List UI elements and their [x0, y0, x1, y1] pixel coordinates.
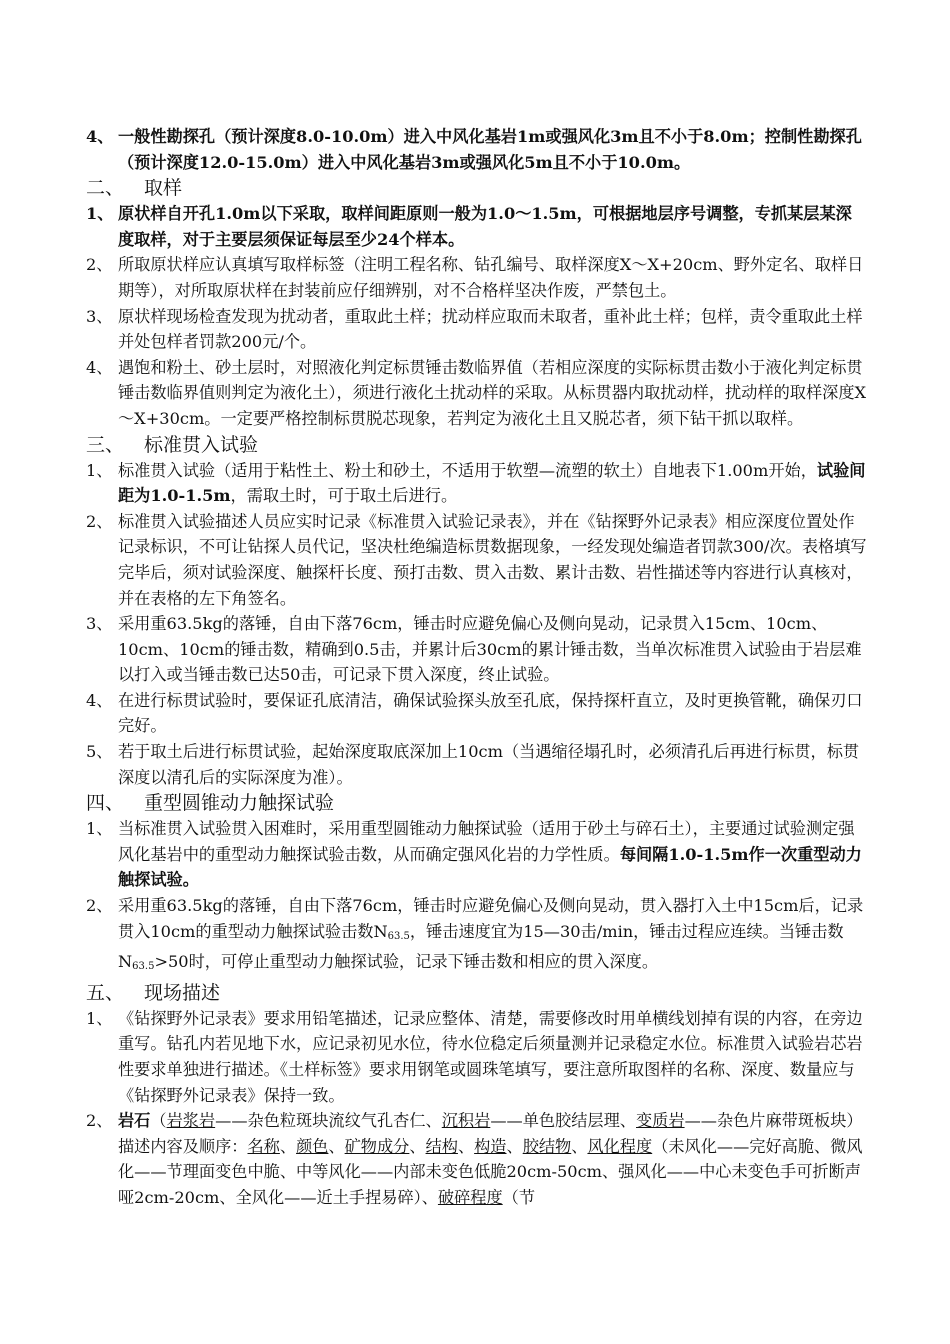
heading-dpt: 四、 重型圆锥动力触探试验: [86, 792, 335, 815]
spt-item-5: 5、 若于取土后进行标贯试验，起始深度取底深加上10cm（当遇缩径塌孔时，必须清孔后再进行标贯，标贯深度以清孔后的实际深度为准）。: [86, 742, 860, 787]
dpt-item-1: 1、 当标准贯入试验贯入困难时，采用重型圆锥动力触探试验（适用于砂土与碎石土），主要通过试验测定强风化基岩中的重型动力触探试验击数，从而确定强风化岩的力学性质。每间隔1.0-1.5m作一次重型动力触探试验。: [86, 819, 862, 890]
spt-item-4: 4、 在进行标贯试验时，要保证孔底清洁，确保试验探头放至孔底，保持探杆直立，及时更换管靴，确保刃口完好。: [86, 690, 863, 736]
heading-field-description: 五、 现场描述: [86, 981, 221, 1004]
para-4-drill-depth: 4、 一般性勘探孔（预计深度8.0-10.0m）进入中风化基岩1m或强风化3m且不小于8.0m；控制性勘探孔（预计深度12.0-15.0m）进入中风化基岩3m或强风化5m且不小于10.0m。: [86, 127, 862, 172]
desc-item-2: 2、 岩石（岩浆岩——杂色粒斑块流纹气孔杏仁、沉积岩——单色胶结层理、变质岩——杂色片麻带斑板块）描述内容及顺序：名称、颜色、矿物成分、结构、构造、胶结物、风化程度（未风化——完好高脆、微风化——节理面变色中脆、中等风化——内部未变色低脆20cm-50cm、强风化——中心未变色手可折断声哑2cm-20cm、全风化——近土手捏易碎）、破碎程度（节: [86, 1111, 863, 1207]
sampling-item-1: 1、 原状样自开孔1.0m以下采取，取样间距原则一般为1.0～1.5m，可根据地层序号调整，专抓某层某深度取样，对于主要层须保证每层至少24个样本。: [86, 204, 852, 249]
sampling-item-3: 3、 原状样现场检查发现为扰动者，重取此土样；扰动样应取而未取者，重补此土样；包样，责令重取此土样并处包样者罚款200元/个。: [86, 306, 863, 352]
sampling-item-4: 4、 遇饱和粉土、砂土层时，对照液化判定标贯锤击数临界值（若相应深度的实际标贯击数小于液化判定标贯锤击数临界值则判定为液化土），须进行液化土扰动样的采取。从标贯器内取扰动样，扰动样的取样深度X～X+30cm。一定要严格控制标贯脱芯现象，若判定为液化土且又脱芯者，须下钻干抓以取样。: [86, 357, 867, 428]
heading-spt: 三、 标准贯入试验: [86, 433, 259, 456]
spt-item-2: 2、 标准贯入试验描述人员应实时记录《标准贯入试验记录表》，并在《钻探野外记录表》相应深度位置处作记录标识，不可让钻探人员代记，坚决杜绝编造标贯数据现象，一经发现处编造者罚款300/次。表格填写完毕后，须对试验深度、触探杆长度、预打击数、贯入击数、累计击数、岩性描述等内容进行认真核对，并在表格的左下角签名。: [86, 511, 867, 608]
desc-item-1: 1、 《钻探野外记录表》要求用铅笔描述，记录应整体、清楚，需要修改时用单横线划掉有误的内容，在旁边重写。钻孔内若见地下水，应记录初见水位，待水位稳定后须量测并记录稳定水位。标准贯入试验岩芯岩性要求单独进行描述。《土样标签》要求用钢笔或圆珠笔填写，要注意所取图样的名称、深度、数量应与《钻探野外记录表》保持一致。: [86, 1008, 863, 1105]
spt-item-1: 1、 标准贯入试验（适用于粘性土、粉土和砂土，不适用于软塑—流塑的软土）自地表下1.00m开始，试验间距为1.0-1.5m，需取土时，可于取土后进行。: [86, 460, 866, 506]
heading-sampling: 二、 取样: [86, 177, 183, 200]
spt-item-3: 3、 采用重63.5kg的落锤，自由下落76cm，锤击时应避免偏心及侧向晃动，记录贯入15cm、10cm、10cm、10cm的锤击数，精确到0.5击，并累计后30cm的累计锤击数，当单次标准贯入试验由于岩层难以打入或当锤击数已达50击，可记录下贯入深度，终止试验。: [86, 614, 862, 685]
sampling-item-2: 2、 所取原状样应认真填写取样标签（注明工程名称、钻孔编号、取样深度X～X+20cm、野外定名、取样日期等），对所取原状样在封装前应仔细辨别，对不合格样坚决作废，严禁包土。: [86, 255, 864, 300]
dpt-item-2: 2、 采用重63.5kg的落锤，自由下落76cm，锤击时应避免偏心及侧向晃动，贯入器打入土中15cm后，记录贯入10cm的重型动力触探试验击数$N_{63.5}$，锤击速度宜为15—30击/min，锤击过程应连续。当锤击数$N_{63.5}>50$时，可停止重型动力触探试验，记录下锤击数和相应的贯入深度。: [86, 896, 864, 973]
document-page: [86, 124, 868, 1211]
